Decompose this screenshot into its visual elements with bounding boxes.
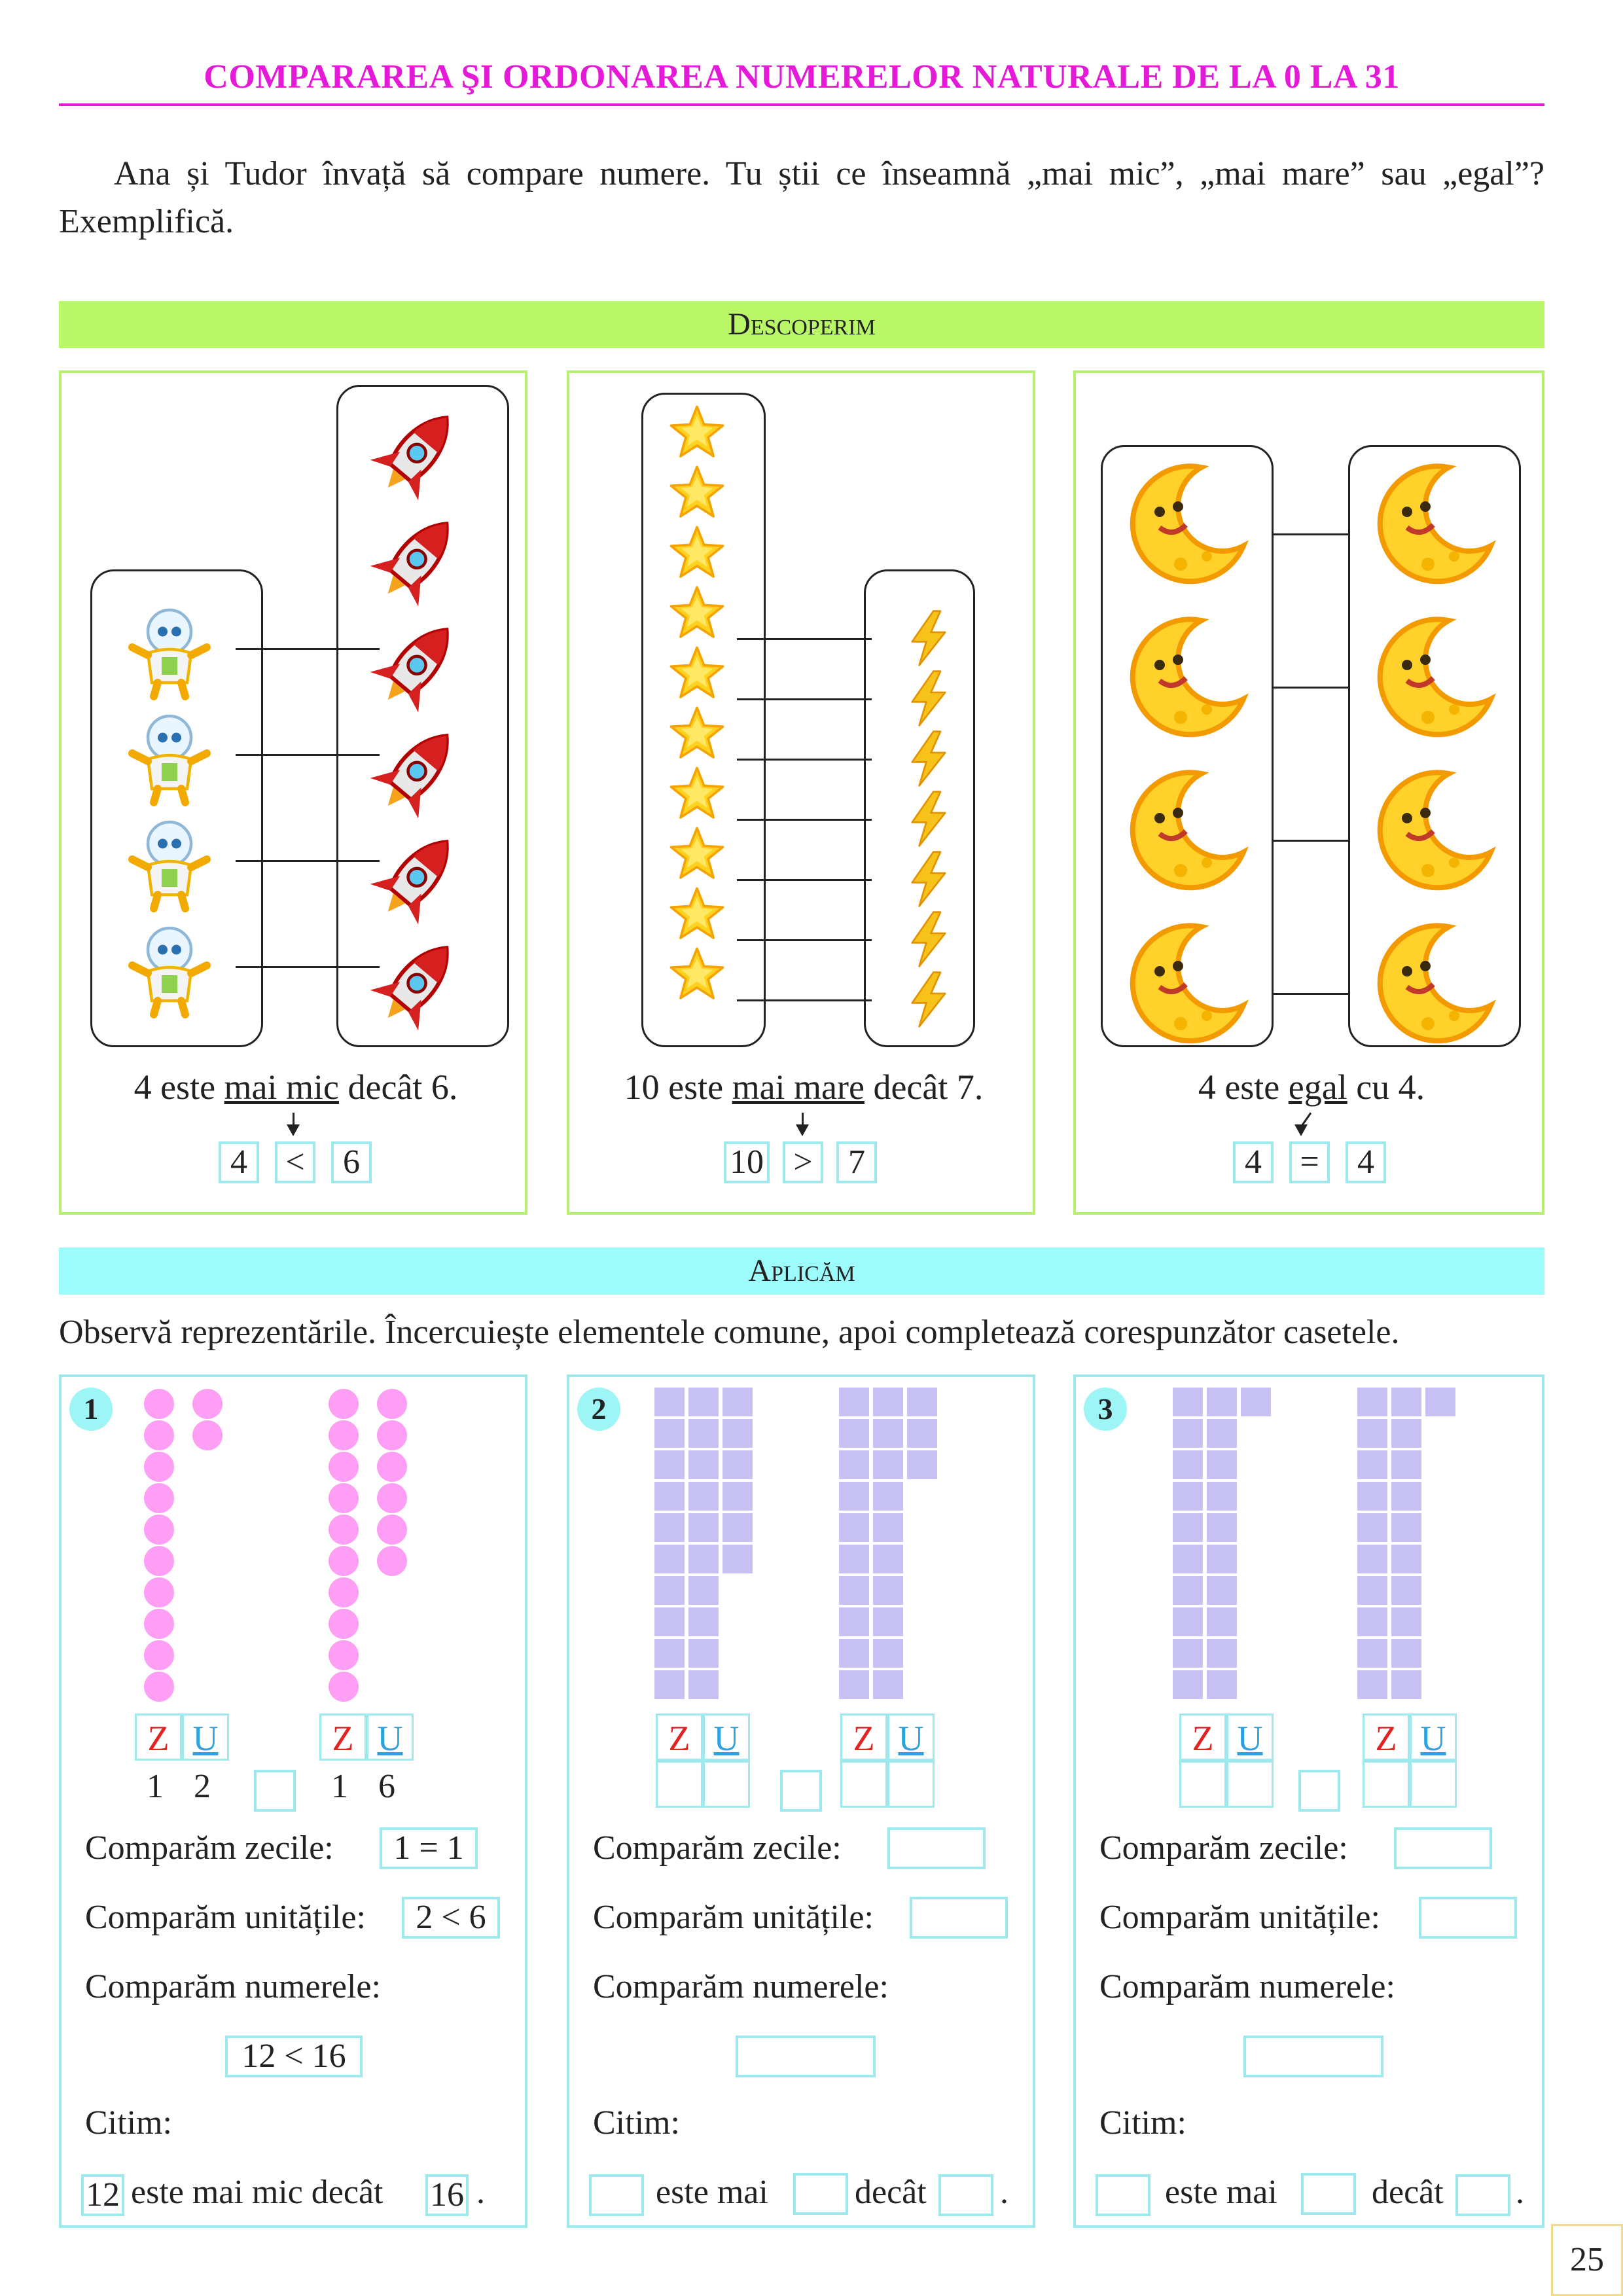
- ten-square: [1357, 1513, 1387, 1542]
- ex1-left-units-digit: 2: [194, 1768, 211, 1805]
- moon-icon: [1368, 613, 1499, 744]
- unit-dot: [377, 1546, 407, 1576]
- astronaut-icon: [120, 602, 219, 700]
- ten-square: [1173, 1670, 1203, 1699]
- match-line: [236, 860, 380, 862]
- ex2-right-units-box[interactable]: [887, 1761, 935, 1808]
- ex2-units-box[interactable]: [910, 1897, 1008, 1939]
- ten-square: [654, 1576, 685, 1605]
- ten-square: [1357, 1607, 1387, 1636]
- ten-dot: [144, 1672, 174, 1702]
- lightning-icon: [899, 789, 958, 848]
- unit-square: [1207, 1482, 1237, 1511]
- unit-square: [722, 1419, 753, 1448]
- match-line: [737, 999, 872, 1001]
- ex2-units-label: Comparăm unitățile:: [593, 1899, 874, 1936]
- statement-1-pre: 4 este: [134, 1067, 224, 1107]
- ten-square: [654, 1670, 685, 1699]
- match-line: [236, 966, 380, 968]
- ex1-read-end: .: [476, 2174, 485, 2211]
- ten-square: [1173, 1576, 1203, 1605]
- ex3-tens-box[interactable]: [1394, 1827, 1492, 1869]
- moon-icon: [1120, 919, 1251, 1050]
- ten-square: [839, 1513, 869, 1542]
- statement-2-key: mai mare: [732, 1067, 865, 1107]
- unit-square: [688, 1388, 719, 1416]
- moon-icon: [1368, 459, 1499, 590]
- unit-dot: [192, 1420, 223, 1450]
- moon-icon: [1120, 459, 1251, 590]
- match-line: [1274, 687, 1348, 689]
- unit-square: [1207, 1388, 1237, 1416]
- match-line: [1274, 840, 1348, 842]
- compare-3-b: 4: [1346, 1141, 1386, 1183]
- star-icon: [668, 945, 726, 1004]
- unit-square: [1207, 1607, 1237, 1636]
- ex2-right-tens-box[interactable]: [840, 1761, 887, 1808]
- ten-dot: [329, 1546, 359, 1576]
- unit-square: [1391, 1513, 1421, 1542]
- unit-dot: [377, 1483, 407, 1513]
- unit-square: [907, 1450, 937, 1479]
- unit-square: [1391, 1450, 1421, 1479]
- ex3-numbers-box[interactable]: [1243, 2036, 1383, 2077]
- ten-dot: [329, 1672, 359, 1702]
- ex2-left-units-box[interactable]: [703, 1761, 750, 1808]
- ex2-left-u: U: [703, 1713, 750, 1761]
- discover-panel-2: [567, 370, 1035, 1215]
- ten-square: [839, 1482, 869, 1511]
- unit-square: [1391, 1388, 1421, 1416]
- ten-dot: [144, 1609, 174, 1639]
- ex1-read-b[interactable]: 16: [425, 2174, 469, 2216]
- ex3-tens-label: Comparăm zecile:: [1099, 1829, 1348, 1867]
- ten-square: [1173, 1513, 1203, 1542]
- unit-square: [873, 1513, 903, 1542]
- ex2-read-end: .: [1000, 2174, 1008, 2211]
- section-apply-heading: Aplicăm: [59, 1247, 1544, 1295]
- unit-square: [873, 1450, 903, 1479]
- ex2-read-mid2: decât: [855, 2174, 927, 2211]
- ex2-tens-box[interactable]: [887, 1827, 986, 1869]
- ten-square: [654, 1450, 685, 1479]
- unit-square: [722, 1450, 753, 1479]
- star-icon: [668, 584, 726, 643]
- unit-square: [688, 1576, 719, 1605]
- exercise-3: [1073, 1374, 1544, 2228]
- discover-panel-1: [59, 370, 527, 1215]
- unit-square: [688, 1545, 719, 1573]
- astronaut-icon: [120, 920, 219, 1018]
- ten-square: [1357, 1419, 1387, 1448]
- compare-2-b: 7: [836, 1141, 877, 1183]
- intro-paragraph: Ana și Tudor învață să compare numere. Tu știi ce înseamnă „mai mic”, „mai mare” sau „egal”? Exemplifică.: [59, 155, 1544, 240]
- ex1-right-u: U: [366, 1713, 414, 1761]
- exercise-1: [59, 1374, 527, 2228]
- lightning-icon: [899, 850, 958, 908]
- unit-square: [688, 1607, 719, 1636]
- star-icon: [668, 524, 726, 583]
- unit-square: [1391, 1419, 1421, 1448]
- ten-dot: [329, 1483, 359, 1513]
- unit-dot: [377, 1515, 407, 1545]
- moon-icon: [1120, 613, 1251, 744]
- compare-1-b: 6: [331, 1141, 372, 1183]
- ten-square: [839, 1607, 869, 1636]
- ten-square: [1357, 1450, 1387, 1479]
- unit-square: [907, 1419, 937, 1448]
- ex1-read-a[interactable]: 12: [81, 2174, 124, 2216]
- ex1-tens-label: Comparăm zecile:: [85, 1829, 334, 1867]
- unit-square: [873, 1388, 903, 1416]
- ex3-read-label: Citim:: [1099, 2104, 1186, 2142]
- ex1-right-z: Z: [319, 1713, 366, 1761]
- unit-square: [873, 1670, 903, 1699]
- unit-square: [722, 1513, 753, 1542]
- lightning-icon: [899, 729, 958, 788]
- unit-square: [1391, 1670, 1421, 1699]
- ex2-read-mid1: este mai: [656, 2174, 768, 2211]
- ex1-numbers-label: Comparăm numerele:: [85, 1968, 381, 2005]
- ten-dot: [144, 1389, 174, 1419]
- ten-dot: [144, 1515, 174, 1545]
- exercise-1-number: 1: [69, 1388, 113, 1431]
- match-line: [737, 939, 872, 941]
- ex1-read-label: Citim:: [85, 2104, 172, 2142]
- ex2-read-a[interactable]: [589, 2174, 644, 2216]
- statement-1-key: mai mic: [224, 1067, 339, 1107]
- astronaut-icon: [120, 708, 219, 806]
- unit-square: [1207, 1419, 1237, 1448]
- ex2-left-tens-box[interactable]: [656, 1761, 703, 1808]
- ex3-numbers-label: Comparăm numerele:: [1099, 1968, 1395, 2005]
- star-icon: [668, 463, 726, 522]
- ten-square: [839, 1388, 869, 1416]
- ex1-left-tens-digit: 1: [147, 1768, 164, 1805]
- ex3-left-z: Z: [1179, 1713, 1226, 1761]
- ten-dot: [144, 1420, 174, 1450]
- instruction: Observă reprezentările. Încercuiește elementele comune, apoi completează corespunzător casetele.: [59, 1314, 1400, 1351]
- ex2-read-b[interactable]: [938, 2174, 993, 2216]
- ten-square: [839, 1670, 869, 1699]
- ex3-units-label: Comparăm unitățile:: [1099, 1899, 1380, 1936]
- ex3-read-mid1: este mai: [1165, 2174, 1277, 2211]
- star-icon: [668, 825, 726, 884]
- statement-3: [1076, 1067, 1547, 1107]
- lightning-icon: [899, 910, 958, 969]
- unit-square: [1207, 1450, 1237, 1479]
- unit-square: [688, 1450, 719, 1479]
- star-icon: [668, 704, 726, 763]
- statement-2-post: decât 7.: [864, 1067, 984, 1107]
- statement-3-pre: 4 este: [1198, 1067, 1289, 1107]
- ex1-right-units-digit: 6: [378, 1768, 395, 1805]
- unit-square: [873, 1419, 903, 1448]
- ex2-read-comparison[interactable]: [793, 2173, 848, 2215]
- ex2-numbers-label: Comparăm numerele:: [593, 1968, 889, 2005]
- rocket-icon: [369, 615, 467, 713]
- ten-square: [1173, 1419, 1203, 1448]
- moon-icon: [1368, 766, 1499, 897]
- rocket-icon: [369, 403, 467, 501]
- unit-square: [688, 1419, 719, 1448]
- unit-square: [907, 1388, 937, 1416]
- ten-dot: [144, 1577, 174, 1607]
- ten-square: [654, 1639, 685, 1668]
- unit-square: [873, 1639, 903, 1668]
- ten-square: [1173, 1450, 1203, 1479]
- arrowhead-3: [1294, 1124, 1308, 1136]
- ex3-right-u: U: [1410, 1713, 1457, 1761]
- ex3-right-units-box[interactable]: [1410, 1761, 1457, 1808]
- ex3-left-u: U: [1226, 1713, 1274, 1761]
- ten-dot: [329, 1420, 359, 1450]
- match-line: [1274, 993, 1348, 995]
- ten-square: [839, 1576, 869, 1605]
- statement-1: [62, 1067, 530, 1107]
- ten-dot: [329, 1640, 359, 1670]
- page-title: COMPARAREA ŞI ORDONAREA NUMERELOR NATURALE DE LA 0 LA 31: [204, 58, 1400, 96]
- astronaut-icon: [120, 814, 219, 912]
- compare-2-a: 10: [724, 1141, 770, 1183]
- unit-square: [1241, 1388, 1271, 1416]
- title-underline: [59, 103, 1544, 106]
- rocket-icon: [369, 509, 467, 607]
- ten-dot: [144, 1640, 174, 1670]
- ex3-left-units-box[interactable]: [1226, 1761, 1274, 1808]
- unit-dot: [377, 1452, 407, 1482]
- exercise-2: [567, 1374, 1035, 2228]
- star-icon: [668, 644, 726, 703]
- page-number: 25: [1551, 2224, 1623, 2296]
- exercise-2-number: 2: [577, 1388, 620, 1431]
- ex3-read-b[interactable]: [1455, 2174, 1510, 2216]
- ex1-numbers-box[interactable]: 12 < 16: [225, 2036, 363, 2077]
- statement-3-key: egal: [1288, 1067, 1347, 1107]
- ten-dot: [144, 1452, 174, 1482]
- match-line: [737, 879, 872, 881]
- ten-square: [1357, 1482, 1387, 1511]
- ten-dot: [329, 1609, 359, 1639]
- ex3-units-box[interactable]: [1419, 1897, 1517, 1939]
- ex1-units-label: Comparăm unitățile:: [85, 1899, 366, 1936]
- ten-square: [654, 1482, 685, 1511]
- ten-square: [839, 1639, 869, 1668]
- star-icon: [668, 764, 726, 823]
- ex3-compare-box[interactable]: [1298, 1770, 1340, 1812]
- ex1-read-mid: este mai mic decât: [131, 2174, 383, 2211]
- unit-square: [1207, 1513, 1237, 1542]
- ex1-left-u: U: [182, 1713, 229, 1761]
- ten-square: [654, 1607, 685, 1636]
- ex3-read-mid2: decât: [1372, 2174, 1444, 2211]
- ten-dot: [329, 1389, 359, 1419]
- unit-square: [688, 1482, 719, 1511]
- lightning-icon: [899, 669, 958, 728]
- rocket-icon: [369, 827, 467, 925]
- ex2-left-z: Z: [656, 1713, 703, 1761]
- compare-3-a: 4: [1233, 1141, 1274, 1183]
- unit-square: [873, 1607, 903, 1636]
- arrow-2: [802, 1113, 804, 1126]
- ex1-units-box[interactable]: 2 < 6: [402, 1897, 500, 1939]
- statement-2-pre: 10 este: [624, 1067, 732, 1107]
- lightning-icon: [899, 970, 958, 1029]
- match-line: [1274, 533, 1348, 535]
- statement-3-post: cu 4.: [1347, 1067, 1425, 1107]
- unit-square: [1391, 1607, 1421, 1636]
- unit-square: [873, 1545, 903, 1573]
- unit-square: [1391, 1576, 1421, 1605]
- section-discover-heading: Descoperim: [59, 301, 1544, 348]
- ex3-right-tens-box[interactable]: [1363, 1761, 1410, 1808]
- match-line: [737, 638, 872, 640]
- unit-square: [722, 1388, 753, 1416]
- ten-square: [1173, 1545, 1203, 1573]
- unit-square: [688, 1670, 719, 1699]
- ten-square: [654, 1545, 685, 1573]
- ex1-compare-box[interactable]: [254, 1770, 296, 1812]
- match-line: [737, 698, 872, 700]
- ten-square: [1357, 1545, 1387, 1573]
- ex3-read-end: .: [1516, 2174, 1524, 2211]
- ten-square: [654, 1513, 685, 1542]
- ten-square: [1357, 1388, 1387, 1416]
- match-line: [737, 819, 872, 821]
- unit-square: [722, 1482, 753, 1511]
- moon-icon: [1120, 766, 1251, 897]
- unit-square: [688, 1513, 719, 1542]
- ex3-read-a[interactable]: [1096, 2174, 1150, 2216]
- ten-square: [1173, 1639, 1203, 1668]
- unit-square: [1207, 1670, 1237, 1699]
- ten-square: [1357, 1670, 1387, 1699]
- star-icon: [668, 885, 726, 944]
- unit-square: [873, 1482, 903, 1511]
- rocket-icon: [369, 933, 467, 1031]
- ten-square: [839, 1419, 869, 1448]
- statement-1-post: decât 6.: [339, 1067, 458, 1107]
- compare-1-a: 4: [219, 1141, 259, 1183]
- unit-square: [873, 1576, 903, 1605]
- unit-square: [1207, 1545, 1237, 1573]
- unit-square: [1207, 1639, 1237, 1668]
- ten-dot: [329, 1577, 359, 1607]
- ten-dot: [329, 1515, 359, 1545]
- unit-dot: [377, 1389, 407, 1419]
- ex3-right-z: Z: [1363, 1713, 1410, 1761]
- ten-square: [1173, 1607, 1203, 1636]
- ten-square: [654, 1419, 685, 1448]
- star-icon: [668, 403, 726, 462]
- unit-dot: [377, 1420, 407, 1450]
- ten-square: [1173, 1482, 1203, 1511]
- rocket-icon: [369, 721, 467, 819]
- unit-square: [1391, 1482, 1421, 1511]
- arrowhead-2: [796, 1124, 809, 1136]
- unit-square: [1391, 1545, 1421, 1573]
- ex1-right-tens-digit: 1: [331, 1768, 348, 1805]
- discover-panel-3: [1073, 370, 1544, 1215]
- unit-dot: [192, 1389, 223, 1419]
- statement-2: [569, 1067, 1038, 1107]
- ex1-left-z: Z: [135, 1713, 182, 1761]
- moon-icon: [1368, 919, 1499, 1050]
- exercise-3-number: 3: [1084, 1388, 1127, 1431]
- ten-square: [1173, 1388, 1203, 1416]
- unit-square: [688, 1639, 719, 1668]
- unit-square: [722, 1545, 753, 1573]
- ex3-read-comparison[interactable]: [1301, 2173, 1356, 2215]
- ex2-numbers-box[interactable]: [736, 2036, 876, 2077]
- unit-square: [1391, 1639, 1421, 1668]
- ex2-tens-label: Comparăm zecile:: [593, 1829, 842, 1867]
- unit-square: [1425, 1388, 1455, 1416]
- match-line: [236, 648, 380, 650]
- match-line: [236, 754, 380, 756]
- ten-dot: [329, 1452, 359, 1482]
- unit-square: [1207, 1576, 1237, 1605]
- ex3-left-tens-box[interactable]: [1179, 1761, 1226, 1808]
- compare-2-op: >: [783, 1141, 823, 1183]
- ex2-compare-box[interactable]: [780, 1770, 822, 1812]
- ex2-right-u: U: [887, 1713, 935, 1761]
- match-line: [737, 759, 872, 761]
- lightning-icon: [899, 609, 958, 668]
- arrowhead-1: [287, 1124, 300, 1136]
- ex1-tens-box[interactable]: 1 = 1: [380, 1827, 478, 1869]
- ten-dot: [144, 1483, 174, 1513]
- ten-square: [839, 1545, 869, 1573]
- ten-square: [654, 1388, 685, 1416]
- compare-1-op: <: [275, 1141, 315, 1183]
- ten-square: [839, 1450, 869, 1479]
- ten-square: [1357, 1576, 1387, 1605]
- arrow-1: [293, 1113, 294, 1126]
- ten-square: [1357, 1639, 1387, 1668]
- ten-dot: [144, 1546, 174, 1576]
- ex2-right-z: Z: [840, 1713, 887, 1761]
- ex2-read-label: Citim:: [593, 2104, 680, 2142]
- compare-3-op: =: [1289, 1141, 1330, 1183]
